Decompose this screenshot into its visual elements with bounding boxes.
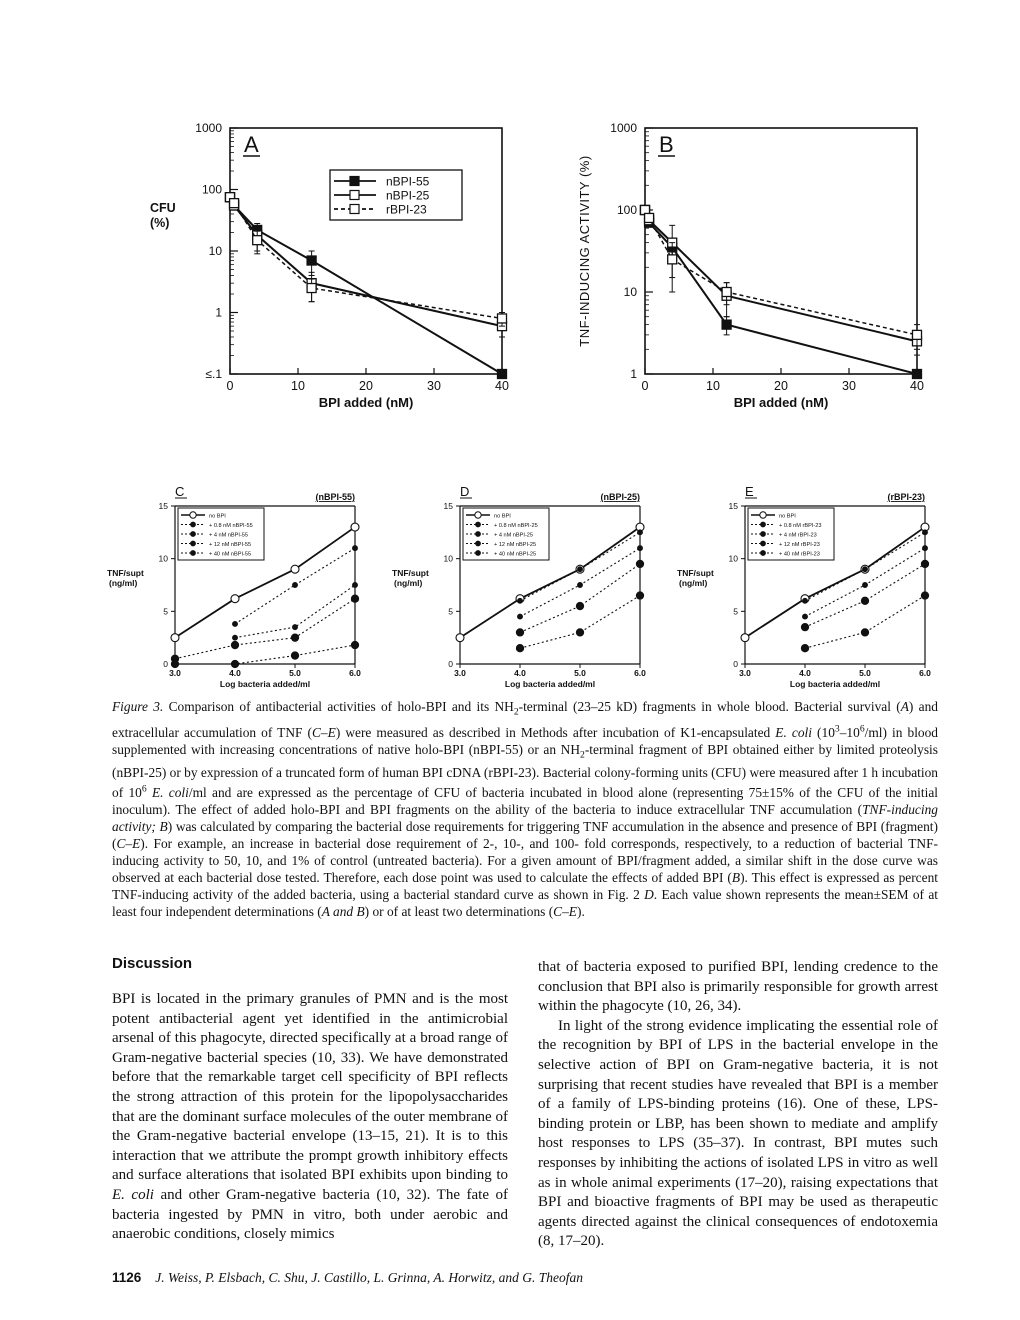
text-run: ) were measured as described in Methods after incubation of K1-encapsulated xyxy=(335,725,776,741)
data-point xyxy=(351,523,359,531)
data-point xyxy=(921,592,928,599)
data-point xyxy=(576,602,583,609)
series-line-4 xyxy=(175,645,355,664)
text-run: A and B xyxy=(321,904,365,920)
y-tick-label: 100 xyxy=(201,182,222,197)
y-axis-label: CFU xyxy=(150,201,176,215)
legend-label: + 12 nM nBPI-25 xyxy=(494,542,537,548)
panel-d xyxy=(390,474,655,696)
y-axis-label: TNF/supt xyxy=(107,568,144,578)
x-tick-label: 40 xyxy=(910,379,924,393)
x-tick-label: 4.0 xyxy=(799,668,811,678)
data-point xyxy=(801,645,808,652)
y-tick-label: 1000 xyxy=(610,121,637,135)
text-run: TNF-inducing activity; B xyxy=(112,802,938,835)
x-axis-label: Log bacteria added/ml xyxy=(789,679,881,689)
section-heading: Discussion xyxy=(112,955,193,972)
legend-swatch-marker xyxy=(761,551,766,556)
legend-swatch-marker xyxy=(476,532,481,537)
panel-a xyxy=(140,112,520,422)
data-point xyxy=(913,330,922,339)
data-point xyxy=(353,583,358,588)
legend-label: + 40 nM nBPI-25 xyxy=(494,551,537,558)
y-axis-label: (ng/ml) xyxy=(679,578,708,588)
data-point xyxy=(291,565,299,573)
caption-label: Figure 3. xyxy=(112,699,164,714)
x-tick-label: 4.0 xyxy=(229,668,241,678)
legend-swatch-marker xyxy=(191,522,196,527)
data-point xyxy=(291,634,298,641)
data-point xyxy=(668,255,677,264)
x-tick-label: 10 xyxy=(291,379,305,393)
x-tick-label: 30 xyxy=(427,379,441,393)
data-point xyxy=(351,641,358,648)
legend-swatch-marker xyxy=(350,191,359,200)
data-point xyxy=(518,614,523,619)
page-number: 1126 xyxy=(112,1270,142,1285)
legend-swatch-marker xyxy=(350,205,359,214)
data-point xyxy=(516,645,523,652)
left-column xyxy=(112,990,508,1245)
panel-letter: B xyxy=(659,132,674,157)
y-axis-label: (ng/ml) xyxy=(109,578,138,588)
legend-label: + 0.8 nM nBPI-25 xyxy=(494,523,538,529)
text-run: that of bacteria exposed to purified BPI, lending credence to the conclusion that BPI also is primarily responsible for growth arrest within the phagocyte (10, 26, 34). xyxy=(538,959,938,1015)
panel-letter: C xyxy=(175,484,185,499)
y-axis-label: TNF/supt xyxy=(677,568,714,578)
data-point xyxy=(578,583,583,588)
y-tick-label: 5 xyxy=(448,606,453,617)
legend-label: + 0.8 nM rBPI-23 xyxy=(779,523,822,529)
x-axis-label: BPI added (nM) xyxy=(733,395,829,410)
panel-tag: (rBPI-23) xyxy=(887,492,925,502)
text-run: C–E xyxy=(116,836,141,852)
x-tick-label: 20 xyxy=(359,379,373,393)
text-run: 2 xyxy=(513,706,519,718)
text-run: BPI is located in the primary granules of PMN and is the most potent antibacterial agent yet identified in the antimicrobial arsenal of this phagocyte, directed specifically at a broad range of Gram-negative bacterial species (10, 33). We have demonstrated before that the remarkable target cell specificity of BPI reflects the strong attraction of this protein for the lipopolysaccharides that are the dominant surface molecules of the outer membrane of the Gram-negative bacterial envelope (13–15, 21). It is to this interaction that we attribute the prompt growth inhibitory effects and surface alterations that isolated BPI exhibits upon binding to xyxy=(112,991,508,1184)
text-run: -terminal (23–25 kD) fragments in whole blood. Bacterial survival ( xyxy=(518,699,901,714)
text-run: In light of the strong evidence implicating the essential role of the recognition by BPI of LPS in the bacterial envelope in the selective action of BPI on Gram-negative bacteria, it is not surprising that recent studies have revealed that BPI is a member of a family of LPS-binding proteins (16). One of these, LPS-binding protein or LBP, has been shown to mediate and amplify host responses to LPS (35–37). In contrast, BPI mutes such responses by inhibiting the actions of isolated LPS in vitro as well as in whole animal experiments (17–20), raising expectations that BPI and bioactive fragments of BPI may be used as therapeutic agents directed against the clinical consequences of endotoxemia (8, 17–20). xyxy=(538,1017,938,1250)
data-point xyxy=(253,236,262,245)
y-axis-label: TNF-INDUCING ACTIVITY (%) xyxy=(577,155,592,347)
y-axis-label: (ng/ml) xyxy=(394,578,423,588)
text-run: D xyxy=(644,887,654,903)
data-point xyxy=(231,595,239,603)
data-point xyxy=(291,652,298,659)
data-point xyxy=(233,635,238,640)
y-tick-label: 10 xyxy=(443,553,453,564)
caption-body xyxy=(112,699,938,919)
data-point xyxy=(801,624,808,631)
text-run: -terminal fragment of BPI obtained either by limited proteolysis (nBPI-25) or by expression of a truncated form of human BPI cDNA (rBPI-23). Bacterial colony-forming units (CFU) were measured after 1 h incubation of 10 xyxy=(112,742,938,801)
data-point xyxy=(293,625,298,630)
text-run: ) was calculated by comparing the bacterial dose requirements for triggering TNF accumulation in the absence and presence of BPI (fragment) ( xyxy=(112,819,938,852)
y-tick-label: 10 xyxy=(623,285,637,299)
text-run: B xyxy=(731,870,741,886)
x-tick-label: 20 xyxy=(774,379,788,393)
legend-label: nBPI-55 xyxy=(386,174,430,189)
data-point xyxy=(233,622,238,627)
data-point xyxy=(307,256,316,265)
x-axis-label: Log bacteria added/ml xyxy=(219,679,311,689)
panel-tag: (nBPI-25) xyxy=(600,492,640,502)
text-run: A xyxy=(900,699,909,714)
series-line-2 xyxy=(645,210,917,335)
legend-label: nBPI-25 xyxy=(386,188,430,203)
y-tick-label: 10 xyxy=(158,553,168,564)
x-axis-label: Log bacteria added/ml xyxy=(504,679,596,689)
page-footer xyxy=(112,1270,583,1286)
y-tick-label: 0 xyxy=(733,659,738,669)
data-point xyxy=(231,641,238,648)
data-point xyxy=(861,629,868,636)
data-point xyxy=(353,546,358,551)
text-run: ) and extracellular accumulation of TNF ( xyxy=(112,699,938,741)
data-point xyxy=(576,629,583,636)
data-point xyxy=(231,660,238,667)
x-tick-label: 30 xyxy=(842,379,856,393)
x-tick-label: 5.0 xyxy=(574,668,586,678)
author-list: J. Weiss, P. Elsbach, C. Shu, J. Castillo, L. Grinna, A. Horwitz, and G. Theofan xyxy=(155,1270,583,1285)
data-point xyxy=(722,288,731,297)
text-run: ). xyxy=(576,904,585,920)
series-line-1 xyxy=(645,210,917,341)
legend-swatch-marker xyxy=(761,532,766,537)
data-point xyxy=(722,320,731,329)
paragraph xyxy=(538,958,938,1017)
y-tick-label: 15 xyxy=(443,501,453,511)
legend-swatch-marker xyxy=(476,522,481,527)
panel-c xyxy=(105,474,370,696)
legend-swatch-marker xyxy=(191,541,196,546)
x-tick-label: 0 xyxy=(641,379,649,393)
series-line-0 xyxy=(645,210,917,374)
plot-frame xyxy=(230,128,502,374)
data-point xyxy=(171,660,178,667)
x-axis-label: BPI added (nM) xyxy=(318,395,414,410)
right-column xyxy=(538,958,938,1252)
legend-label: + 12 nM rBPI-23 xyxy=(779,542,820,548)
paragraph xyxy=(538,1017,938,1252)
y-axis-label: (%) xyxy=(150,216,170,230)
data-point xyxy=(638,546,643,551)
text-run: ) or of at least two determinations ( xyxy=(364,904,554,920)
text-run: E. coli xyxy=(112,1186,154,1203)
x-tick-label: 0 xyxy=(226,379,234,393)
data-point xyxy=(498,370,507,379)
y-tick-label: 10 xyxy=(728,553,738,564)
data-point xyxy=(351,595,358,602)
x-tick-label: 3.0 xyxy=(739,668,751,678)
data-point xyxy=(498,314,507,323)
legend-swatch-marker xyxy=(760,512,766,518)
text-run: /ml) in blood supplemented with increasing concentrations of native holo-BPI (nBPI-55) or an NH xyxy=(112,725,938,758)
text-run: –10 xyxy=(839,725,860,741)
legend-swatch-marker xyxy=(476,551,481,556)
legend-swatch-marker xyxy=(190,512,196,518)
text-run: C–E xyxy=(312,725,336,741)
data-point xyxy=(861,597,868,604)
data-point xyxy=(578,567,583,572)
data-point xyxy=(636,592,643,599)
y-tick-label: 5 xyxy=(163,606,168,617)
text-run: ). This effect is expressed as percent TNF-inducing activity of the added bacteria, using a bacterial standard curve as shown in Fig. 2 xyxy=(112,870,938,903)
data-point xyxy=(913,370,922,379)
text-run: E. coli xyxy=(151,785,189,801)
text-run: C–E xyxy=(553,904,577,920)
data-point xyxy=(516,629,523,636)
text-run: Comparison of antibacterial activities of holo-BPI and its NH xyxy=(163,699,514,714)
data-point xyxy=(923,546,928,551)
y-tick-label: 10 xyxy=(208,244,222,258)
legend-label: + 4 nM nBPI-25 xyxy=(494,532,534,539)
y-tick-label: 15 xyxy=(728,501,738,511)
legend-swatch-marker xyxy=(761,541,766,546)
y-tick-label: 1 xyxy=(215,305,222,320)
legend-swatch-marker xyxy=(191,532,196,537)
legend-label: rBPI-23 xyxy=(386,202,427,217)
data-point xyxy=(456,634,464,642)
text-run: 2 xyxy=(580,749,585,761)
y-tick-label: 100 xyxy=(616,203,637,217)
y-tick-label: 1000 xyxy=(195,121,222,135)
text-run: E. coli xyxy=(775,725,812,741)
data-point xyxy=(636,560,643,567)
data-point xyxy=(645,213,654,222)
data-point xyxy=(921,560,928,567)
data-point xyxy=(863,567,868,572)
figure-caption xyxy=(112,698,938,920)
legend-swatch-marker xyxy=(191,551,196,556)
text-run: /ml and are expressed as the percentage of CFU of bacteria incubated in blood alone (representing 75±15% of the CFU of the initial inoculum). The effect of added holo-BPI and BPI fragments on the ability of the bacteria to induce extracellular TNF accumulation ( xyxy=(112,785,938,818)
x-tick-label: 4.0 xyxy=(514,668,526,678)
panel-letter: D xyxy=(460,484,470,499)
x-tick-label: 6.0 xyxy=(919,668,931,678)
data-point xyxy=(518,598,523,603)
data-point xyxy=(863,583,868,588)
x-tick-label: 6.0 xyxy=(349,668,361,678)
y-tick-label: 0 xyxy=(448,659,453,669)
legend-label: + 4 nM rBPI-23 xyxy=(779,532,817,539)
data-point xyxy=(171,634,179,642)
legend-swatch-marker xyxy=(475,512,481,518)
data-point xyxy=(741,634,749,642)
plot-frame xyxy=(645,128,917,374)
y-tick-label: 0 xyxy=(163,659,168,669)
legend-label: + 4 nM nBPI-55 xyxy=(209,532,249,539)
text-run: ). For example, an increase in bacterial dose requirement of 2-, 10-, and 100- fold corresponds, respectively, to a reduction of bacterial TNF-inducing activity to 50, 10, and 1% of control (untreated bacteria). For a given amount of BPI/fragment added, a similar shift in the dose curve was observed at each bacterial dose tested. Therefore, each dose point was used to calculate the effects of added BPI ( xyxy=(112,836,938,886)
data-point xyxy=(803,598,808,603)
panel-e xyxy=(675,474,940,696)
legend-swatch-marker xyxy=(350,177,359,186)
x-tick-label: 6.0 xyxy=(634,668,646,678)
y-tick-label: 5 xyxy=(733,606,738,617)
legend-label: + 12 nM nBPI-55 xyxy=(209,542,252,548)
series-line-3 xyxy=(520,564,640,632)
legend-label: + 0.8 nM nBPI-55 xyxy=(209,523,253,529)
legend-label: + 40 nM rBPI-23 xyxy=(779,551,820,558)
text-run: and other Gram-negative bacteria (10, 32). The fate of bacteria ingested by PMN in vitro, both under aerobic and anaerobic conditions, closely mimics xyxy=(112,1186,508,1243)
x-tick-label: 10 xyxy=(706,379,720,393)
legend-label: no BPI xyxy=(494,513,511,520)
legend-label: + 40 nM nBPI-55 xyxy=(209,551,252,558)
paragraph xyxy=(112,990,508,1245)
panel-tag: (nBPI-55) xyxy=(315,492,355,502)
panel-b xyxy=(555,112,935,422)
data-point xyxy=(293,583,298,588)
text-run: 6 xyxy=(859,723,865,735)
legend-swatch-marker xyxy=(761,522,766,527)
legend-label: no BPI xyxy=(779,513,796,520)
text-run: (10 xyxy=(811,725,835,741)
y-tick-label: 15 xyxy=(158,501,168,511)
x-tick-label: 5.0 xyxy=(289,668,301,678)
y-tick-label: ≤.1 xyxy=(205,367,222,381)
legend-swatch-marker xyxy=(476,541,481,546)
data-point xyxy=(803,614,808,619)
data-point xyxy=(230,199,239,208)
x-tick-label: 40 xyxy=(495,379,509,393)
x-tick-label: 5.0 xyxy=(859,668,871,678)
x-tick-label: 3.0 xyxy=(169,668,181,678)
data-point xyxy=(923,530,928,535)
panel-letter: E xyxy=(745,484,754,499)
text-run: . Each value shown represents the mean±SEM of at least four independent determinations ( xyxy=(112,887,938,920)
data-point xyxy=(307,284,316,293)
series-line-0 xyxy=(230,197,502,374)
text-run: 6 xyxy=(141,783,147,795)
y-axis-label: TNF/supt xyxy=(392,568,429,578)
text-run: 3 xyxy=(834,723,840,735)
legend-label: no BPI xyxy=(209,513,226,520)
y-tick-label: 1 xyxy=(630,367,637,381)
data-point xyxy=(638,530,643,535)
panel-letter: A xyxy=(244,132,259,157)
x-tick-label: 3.0 xyxy=(454,668,466,678)
